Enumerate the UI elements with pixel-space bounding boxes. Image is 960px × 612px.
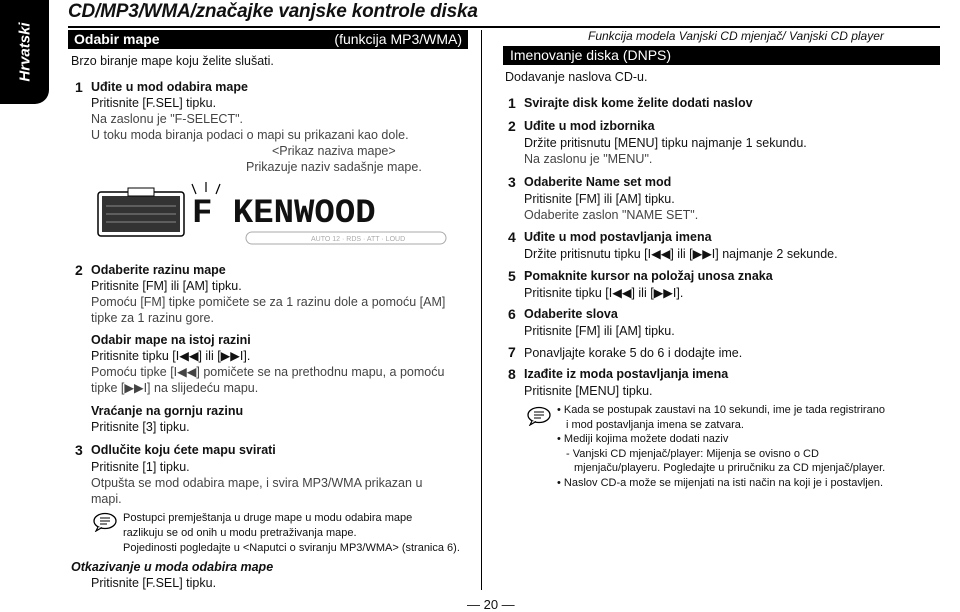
note-icon <box>527 406 551 426</box>
step-title: Pomaknite kursor na položaj unosa znaka <box>524 269 773 283</box>
step-text: Držite pritisnutu [MENU] tipku najmanje 1 sekundu. <box>524 136 807 150</box>
step-number: 4 <box>508 229 516 245</box>
subsection-title: Odabir mape na istoj razini <box>91 333 251 347</box>
step-text: Pritisnite tipku [I◀◀] ili [▶▶I]. <box>91 349 251 363</box>
step-title: Odaberite razinu mape <box>91 263 226 277</box>
step-title: Uđite u mod izbornika <box>524 119 655 133</box>
step-title: Odlučite koju ćete mapu svirati <box>91 443 276 457</box>
subsection-title: Otkazivanje u moda odabira mape <box>71 560 274 574</box>
step-text: Pritisnite [MENU] tipku. <box>524 384 653 398</box>
step-number: 7 <box>508 344 516 360</box>
note-text: Postupci premještanja u druge mape u modu odabira mape <box>123 512 413 524</box>
step-text: Na zaslonu je "F-SELECT". <box>91 112 243 126</box>
step-text: U toku moda biranja podaci o mapi su prikazani kao dole. <box>91 128 409 142</box>
page-title: CD/MP3/WMA/značajke vanjske kontrole diska <box>68 1 478 22</box>
intro-text: Dodavanje naslova CD-u. <box>505 70 648 84</box>
note-bullet: i mod postavljanja imena se zatvara. <box>566 419 744 431</box>
note-bullet: • Naslov CD-a može se mijenjati na isti način na koji je i postavljen. <box>557 477 884 489</box>
step-text: Pomoću tipke [I◀◀] pomičete se na prethodnu mapu, a pomoću <box>91 365 445 379</box>
step-number: 1 <box>75 79 83 95</box>
note-icon <box>93 512 117 532</box>
step-text: tipke za 1 razinu gore. <box>91 311 214 325</box>
step-number: 5 <box>508 268 516 284</box>
step-text: Ponavljajte korake 5 do 6 i dodajte ime. <box>524 346 743 360</box>
step-number: 2 <box>75 262 83 278</box>
language-label: Hrvatski <box>16 22 33 82</box>
step-number: 6 <box>508 306 516 322</box>
step-number: 2 <box>508 118 516 134</box>
model-caption: Funkcija modela Vanjski CD mjenjač/ Vanjski CD player <box>588 29 884 43</box>
step-number: 3 <box>75 442 83 458</box>
note-text: Pojedinosti pogledajte u <Naputci o sviranju MP3/WMA> (stranica 6). <box>123 542 460 554</box>
svg-text:AUTO 12 · RDS · ATT · LOUD: AUTO 12 · RDS · ATT · LOUD <box>311 236 406 243</box>
step-text: Otpušta se mod odabira mape, i svira MP3/WMA prikazan u <box>91 476 423 490</box>
intro-text: Brzo biranje mape koju želite slušati. <box>71 54 274 68</box>
step-title: Uđite u mod postavljanja imena <box>524 230 712 244</box>
step-text: Pritisnite [3] tipku. <box>91 420 190 434</box>
step-text: Na zaslonu je "MENU". <box>524 152 653 166</box>
step-text: Pritisnite [F.SEL] tipku. <box>91 96 217 110</box>
step-text: Pritisnite [1] tipku. <box>91 460 190 474</box>
language-tab <box>0 0 49 104</box>
note-bullet: mjenjaču/playeru. Pogledajte u priručniku za CD mjenjač/player. <box>574 462 886 474</box>
note-bullet: • Mediji kojima možete dodati naziv <box>557 433 729 445</box>
step-text: Držite pritisnutu tipku [I◀◀] ili [▶▶I] najmanje 2 sekunde. <box>524 247 838 261</box>
lcd-text: F KENWOOD <box>192 195 376 233</box>
step-text: Prikazuje naziv sadašnje mape. <box>246 160 422 174</box>
step-text: Pritisnite [F.SEL] tipku. <box>91 576 217 590</box>
step-text: Pomoću [FM] tipke pomičete se za 1 razinu dole a pomoću [AM] <box>91 295 446 309</box>
step-title: Uđite u mod odabira mape <box>91 80 248 94</box>
step-text: Pritisnite tipku [I◀◀] ili [▶▶I]. <box>524 286 684 300</box>
step-text: Pritisnite [FM] ili [AM] tipku. <box>91 279 242 293</box>
step-number: 8 <box>508 366 516 382</box>
step-number: 3 <box>508 174 516 190</box>
note-bullet: • Kada se postupak zaustavi na 10 sekundi, ime je tada registrirano <box>557 404 885 416</box>
step-number: 1 <box>508 95 516 111</box>
step-text: Pritisnite [FM] ili [AM] tipku. <box>524 192 675 206</box>
page-number: — 20 — <box>467 597 515 612</box>
section-header-folder-select <box>68 30 468 49</box>
step-text: mapi. <box>91 492 122 506</box>
column-divider <box>481 30 482 590</box>
section-header-title: Odabir mape <box>74 31 160 47</box>
lcd-display-illustration <box>96 180 452 250</box>
note-text: razlikuju se od onih u modu pretraživanja mape. <box>123 527 357 539</box>
step-text: Odaberite zaslon "NAME SET". <box>524 208 699 222</box>
step-title: Odaberite Name set mod <box>524 175 672 189</box>
step-text: Pritisnite [FM] ili [AM] tipku. <box>524 324 675 338</box>
step-title: Odaberite slova <box>524 307 618 321</box>
note-bullet: - Vanjski CD mjenjač/player: Mijenja se ovisno o CD <box>566 448 819 460</box>
section-header-disc-naming: Imenovanje diska (DNPS) <box>503 46 940 65</box>
step-text: <Prikaz naziva mape> <box>272 144 396 158</box>
step-title: Izađite iz moda postavljanja imena <box>524 367 729 381</box>
step-title: Svirajte disk kome želite dodati naslov <box>524 96 753 110</box>
subsection-title: Vraćanje na gornju razinu <box>91 404 244 418</box>
section-header-function: (funkcija MP3/WMA) <box>334 31 462 47</box>
step-text: tipke [▶▶I] na slijedeću mapu. <box>91 381 259 395</box>
